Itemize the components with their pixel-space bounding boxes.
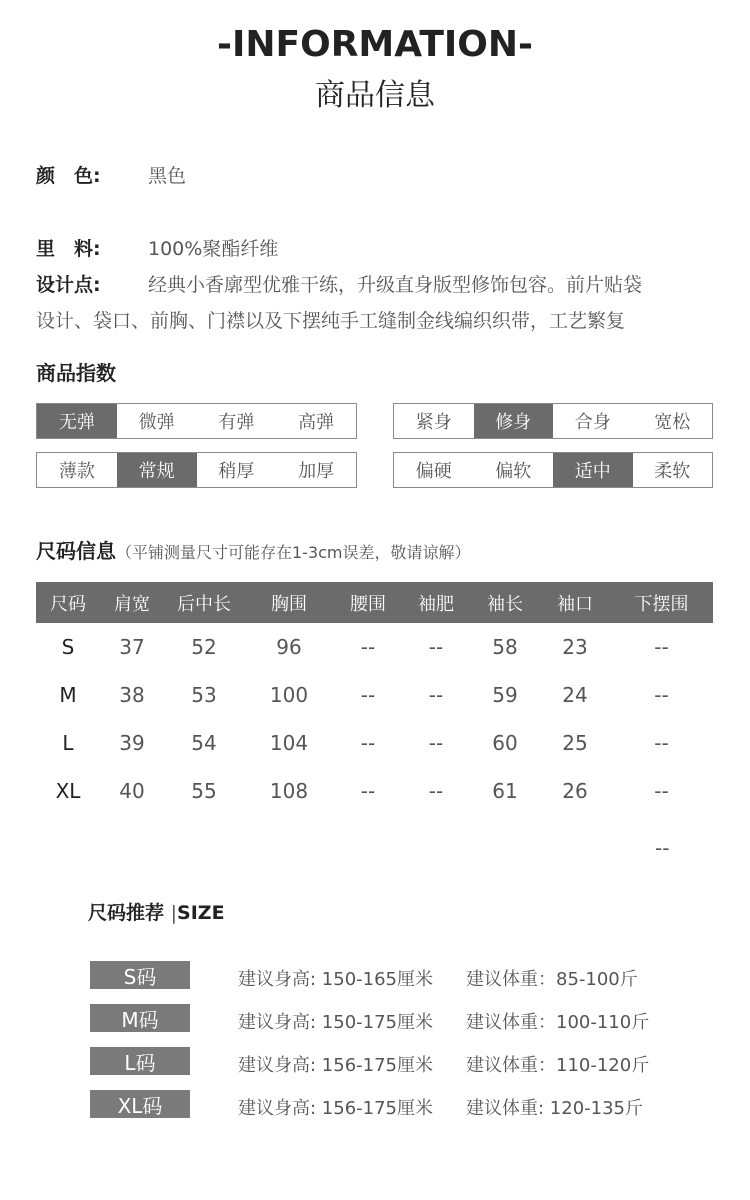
size-table-row <box>36 719 713 767</box>
size-table-cell: -- <box>428 683 444 707</box>
size-table-cell: 61 <box>492 779 518 803</box>
size-table-cell: -- <box>360 635 376 659</box>
scale-option: 合身 <box>574 412 611 433</box>
size-table-header <box>36 582 713 623</box>
title-english: -INFORMATION- <box>217 24 533 65</box>
size-table-cell: XL <box>55 779 81 803</box>
size-table-row <box>36 671 713 719</box>
size-table-cell: 38 <box>119 683 145 707</box>
rec-weight-m: 建议体重：100-110斤 <box>466 1012 650 1033</box>
attr-color-label: 颜 色: <box>36 165 101 187</box>
size-table-cell: 104 <box>269 731 309 755</box>
size-table-cell: M <box>59 683 77 707</box>
recommend-title <box>88 898 225 925</box>
size-table-cell: 26 <box>562 779 588 803</box>
attr-lining-value: 100%聚酯纤维 <box>148 238 279 260</box>
size-info-title: 尺码信息 <box>36 539 116 563</box>
rec-height-l: 建议身高: 156-175厘米 <box>238 1055 433 1076</box>
scale-option: 偏软 <box>495 461 532 482</box>
size-info-heading <box>36 535 471 564</box>
size-table-header-cell: 后中长 <box>164 582 244 623</box>
size-table-cell: 96 <box>276 635 302 659</box>
size-table-cell: -- <box>360 731 376 755</box>
size-table-cell: 55 <box>191 779 217 803</box>
size-table-cell: -- <box>654 635 669 659</box>
rec-size-badge-l: L码 <box>90 1047 190 1075</box>
size-table-cell: 24 <box>562 683 588 707</box>
attr-color-value: 黑色 <box>148 165 187 187</box>
index-title: 商品指数 <box>36 361 116 385</box>
scale-option: 偏硬 <box>415 461 452 482</box>
size-table-cell: -- <box>654 731 669 755</box>
attr-design-label: 设计点: <box>36 274 101 296</box>
recommend-title-en: SIZE <box>177 902 225 924</box>
size-table-cell: 40 <box>119 779 145 803</box>
scale-option: 适中 <box>553 453 633 487</box>
size-table-cell: 37 <box>119 635 145 659</box>
scale-option: 无弹 <box>37 404 117 438</box>
scale-option: 宽松 <box>654 412 691 433</box>
recommend-separator: | <box>170 902 178 924</box>
size-table-cell: 52 <box>191 635 217 659</box>
size-table-cell: -- <box>654 683 669 707</box>
scale-option: 紧身 <box>415 412 452 433</box>
scale-option: 修身 <box>474 404 554 438</box>
scale-option: 微弹 <box>138 412 175 433</box>
size-table-cell: -- <box>360 683 376 707</box>
rec-weight-xl: 建议体重: 120-135斤 <box>466 1098 643 1119</box>
recommend-title-cn: 尺码推荐 <box>88 902 165 924</box>
size-table-header-cell: 袖口 <box>540 582 610 623</box>
size-table-body <box>36 623 713 815</box>
size-table-header-cell: 袖长 <box>470 582 540 623</box>
scale-fit <box>393 403 713 439</box>
rec-height-m: 建议身高: 150-175厘米 <box>238 1012 433 1033</box>
size-table-header-cell: 肩宽 <box>100 582 164 623</box>
attr-design <box>36 270 642 297</box>
size-table-cell: -- <box>428 731 444 755</box>
size-table-cell: -- <box>428 635 444 659</box>
scale-option: 有弹 <box>218 412 255 433</box>
size-table-cell: 25 <box>562 731 588 755</box>
size-table-header-cell: 腰围 <box>334 582 402 623</box>
scale-option: 高弹 <box>298 412 335 433</box>
size-table <box>36 582 713 815</box>
size-info-note: （平铺测量尺寸可能存在1-3cm误差，敬请谅解） <box>116 543 471 562</box>
size-table-trailing-dash: -- <box>655 836 670 860</box>
size-table-cell: 23 <box>562 635 588 659</box>
size-table-header-cell: 袖肥 <box>402 582 470 623</box>
size-table-row <box>36 623 713 671</box>
size-table-header-cell: 下摆围 <box>610 582 713 623</box>
size-table-cell: 54 <box>191 731 217 755</box>
scale-option: 薄款 <box>58 461 95 482</box>
title-chinese: 商品信息 <box>315 78 435 113</box>
size-table-cell: 53 <box>191 683 217 707</box>
size-table-cell: S <box>61 635 75 659</box>
scale-option: 柔软 <box>654 461 691 482</box>
rec-size-badge-s: S码 <box>90 961 190 989</box>
scale-option: 加厚 <box>298 461 335 482</box>
size-table-cell: 100 <box>269 683 309 707</box>
size-table-cell: 58 <box>492 635 518 659</box>
rec-weight-l: 建议体重：110-120斤 <box>466 1055 650 1076</box>
size-table-cell: 60 <box>492 731 518 755</box>
attr-lining-label: 里 料: <box>36 238 101 260</box>
rec-size-badge-m: M码 <box>90 1004 190 1032</box>
size-table-cell: 39 <box>119 731 145 755</box>
size-table-cell: -- <box>360 779 376 803</box>
size-table-cell: 108 <box>269 779 309 803</box>
rec-height-xl: 建议身高: 156-175厘米 <box>238 1098 433 1119</box>
rec-weight-s: 建议体重：85-100斤 <box>466 969 638 990</box>
attr-lining <box>36 234 278 261</box>
scale-option: 常规 <box>117 453 197 487</box>
scale-option: 稍厚 <box>218 461 255 482</box>
size-table-row <box>36 767 713 815</box>
attr-color <box>36 161 186 188</box>
size-table-cell: 59 <box>492 683 518 707</box>
rec-size-badge-xl: XL码 <box>90 1090 190 1118</box>
size-table-cell: L <box>62 731 74 755</box>
scale-softness <box>393 452 713 488</box>
attr-design-line1: 经典小香廓型优雅干练，升级直身版型修饰包容。前片贴袋 <box>148 274 643 296</box>
size-table-cell: -- <box>654 779 669 803</box>
scale-thickness <box>36 452 357 488</box>
attr-design-line2: 设计、袋口、前胸、门襟以及下摆纯手工缝制金线编织织带，工艺繁复 <box>36 310 626 332</box>
scale-elasticity <box>36 403 357 439</box>
size-table-header-cell: 尺码 <box>36 582 100 623</box>
rec-height-s: 建议身高: 150-165厘米 <box>238 969 433 990</box>
size-table-header-cell: 胸围 <box>244 582 334 623</box>
size-table-cell: -- <box>428 779 444 803</box>
